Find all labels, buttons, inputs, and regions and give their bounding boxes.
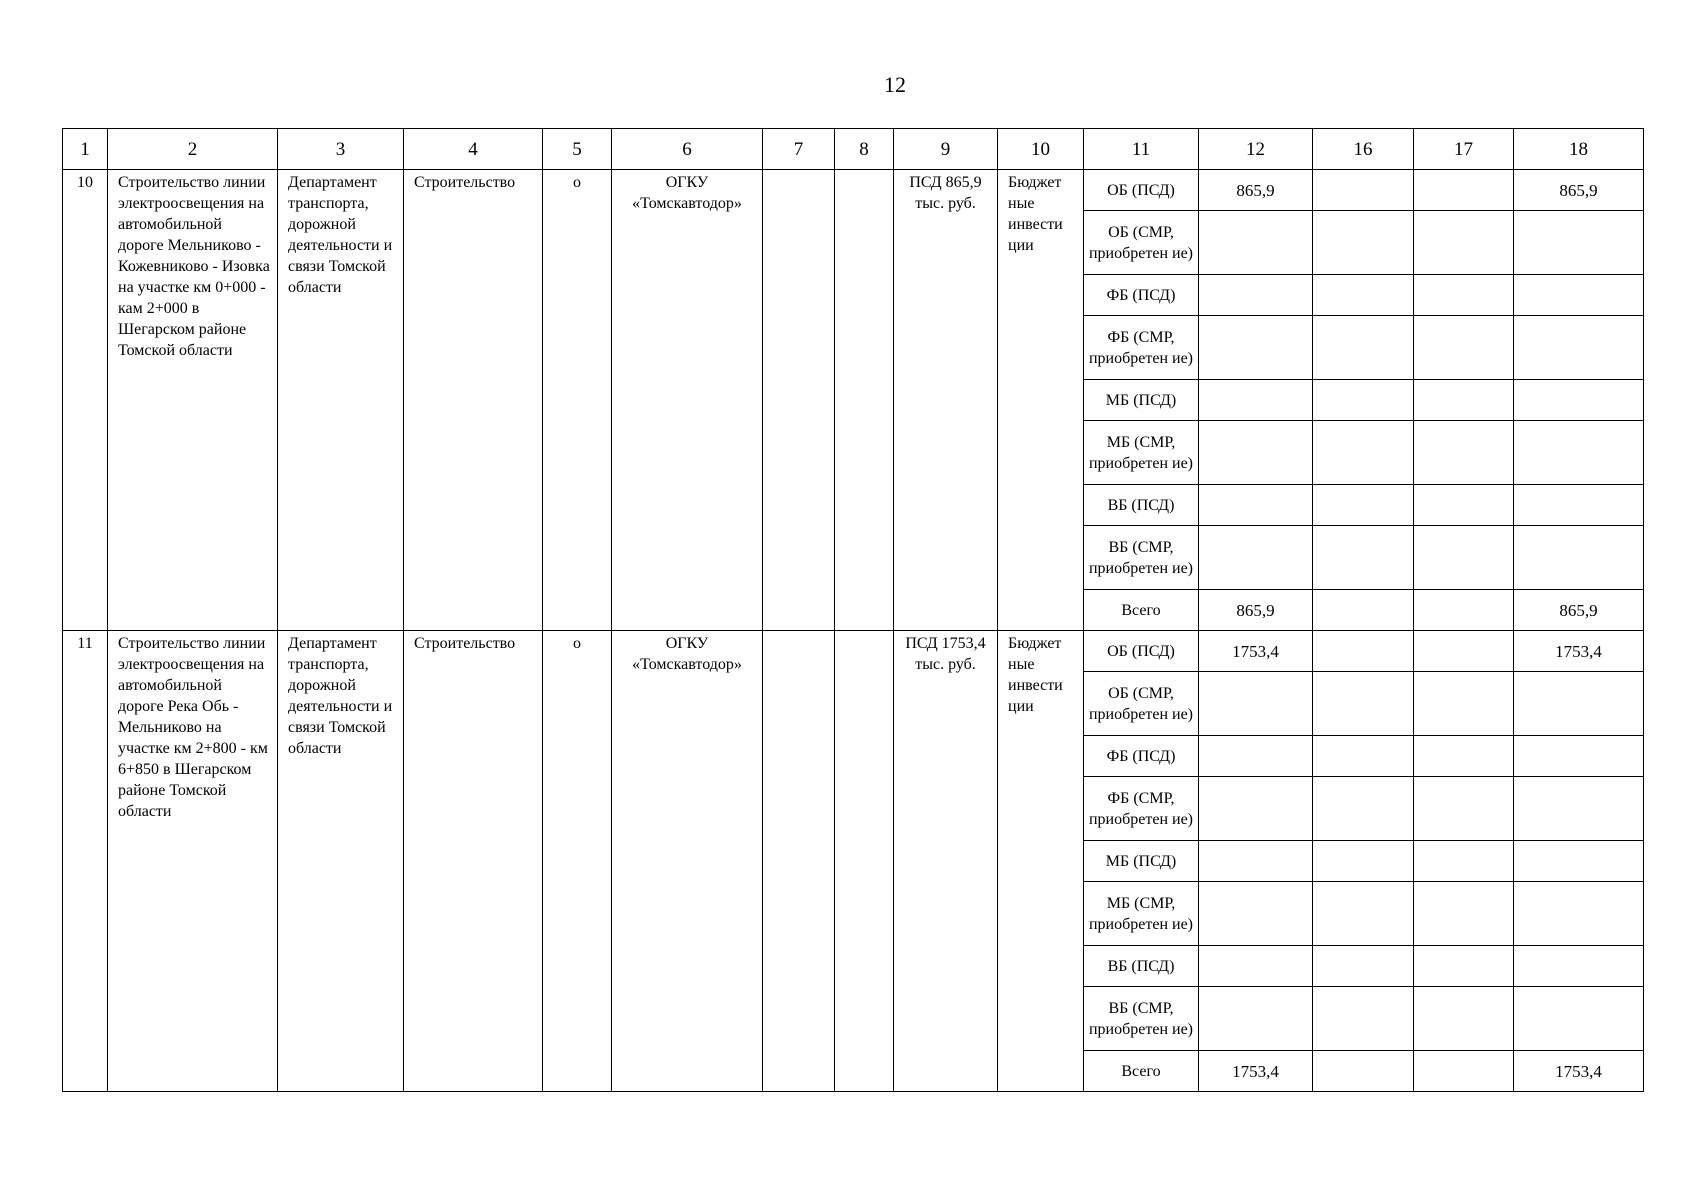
value-col18: 1753,4 (1514, 631, 1644, 672)
header-cell: 4 (404, 129, 543, 170)
page-number: 12 (884, 72, 906, 97)
value-col12: 865,9 (1199, 170, 1313, 211)
value-col18: 1753,4 (1514, 1051, 1644, 1092)
value-col18 (1514, 841, 1644, 882)
funding-source: ФБ (ПСД) (1084, 275, 1199, 316)
row-number: 10 (63, 170, 108, 631)
value-col12 (1199, 777, 1313, 841)
value-col18 (1514, 987, 1644, 1051)
value-col18 (1514, 946, 1644, 987)
funding-source: ФБ (СМР, приобретен ие) (1084, 316, 1199, 380)
value-col17 (1414, 946, 1514, 987)
value-col17 (1414, 485, 1514, 526)
funding-source: ФБ (СМР, приобретен ие) (1084, 777, 1199, 841)
funding-source: Всего (1084, 590, 1199, 631)
psd-cost: ПСД 865,9 тыс. руб. (894, 170, 998, 631)
value-col16 (1313, 170, 1414, 211)
value-col18 (1514, 421, 1644, 485)
header-cell: 2 (108, 129, 278, 170)
value-col16 (1313, 485, 1414, 526)
header-cell: 12 (1199, 129, 1313, 170)
value-col12 (1199, 526, 1313, 590)
value-col16 (1313, 590, 1414, 631)
value-col12 (1199, 211, 1313, 275)
value-col12 (1199, 275, 1313, 316)
psd-cost: ПСД 1753,4 тыс. руб. (894, 631, 998, 1092)
value-col17 (1414, 672, 1514, 736)
department: Департамент транспорта, дорожной деятельности и связи Томской области (278, 170, 404, 631)
value-col17 (1414, 882, 1514, 946)
col7-value (763, 170, 835, 631)
value-col12 (1199, 316, 1313, 380)
value-col12: 1753,4 (1199, 631, 1313, 672)
value-col16 (1313, 882, 1414, 946)
department: Департамент транспорта, дорожной деятельности и связи Томской области (278, 631, 404, 1092)
funding-source: ОБ (СМР, приобретен ие) (1084, 211, 1199, 275)
work-type: Строительство (404, 631, 543, 1092)
value-col16 (1313, 211, 1414, 275)
col5-value: о (543, 170, 612, 631)
value-col12 (1199, 946, 1313, 987)
header-cell: 16 (1313, 129, 1414, 170)
funding-type: Бюджет ные инвести ции (998, 170, 1084, 631)
header-cell: 18 (1514, 129, 1644, 170)
value-col18 (1514, 526, 1644, 590)
value-col16 (1313, 777, 1414, 841)
header-cell: 5 (543, 129, 612, 170)
value-col12 (1199, 380, 1313, 421)
value-col17 (1414, 631, 1514, 672)
value-col16 (1313, 841, 1414, 882)
value-col17 (1414, 211, 1514, 275)
value-col17 (1414, 170, 1514, 211)
value-col12 (1199, 882, 1313, 946)
header-cell: 8 (835, 129, 894, 170)
value-col12 (1199, 987, 1313, 1051)
value-col18 (1514, 380, 1644, 421)
value-col17 (1414, 526, 1514, 590)
funding-source: ОБ (ПСД) (1084, 170, 1199, 211)
table-row (63, 631, 1644, 672)
value-col16 (1313, 631, 1414, 672)
value-col17 (1414, 590, 1514, 631)
value-col16 (1313, 316, 1414, 380)
value-col17 (1414, 777, 1514, 841)
value-col16 (1313, 421, 1414, 485)
header-cell: 7 (763, 129, 835, 170)
value-col12 (1199, 672, 1313, 736)
value-col17 (1414, 987, 1514, 1051)
funding-source: МБ (ПСД) (1084, 380, 1199, 421)
value-col17 (1414, 421, 1514, 485)
customer: ОГКУ «Томскавтодор» (612, 170, 763, 631)
col5-value: о (543, 631, 612, 1092)
value-col12: 1753,4 (1199, 1051, 1313, 1092)
value-col12 (1199, 736, 1313, 777)
value-col18: 865,9 (1514, 590, 1644, 631)
value-col18 (1514, 316, 1644, 380)
col8-value (835, 170, 894, 631)
value-col18 (1514, 777, 1644, 841)
funding-source: ФБ (ПСД) (1084, 736, 1199, 777)
value-col18 (1514, 275, 1644, 316)
investment-table (62, 128, 1644, 1092)
header-cell: 3 (278, 129, 404, 170)
value-col18: 865,9 (1514, 170, 1644, 211)
value-col16 (1313, 1051, 1414, 1092)
work-type: Строительство (404, 170, 543, 631)
customer: ОГКУ «Томскавтодор» (612, 631, 763, 1092)
value-col12 (1199, 421, 1313, 485)
value-col12 (1199, 841, 1313, 882)
header-cell: 11 (1084, 129, 1199, 170)
value-col17 (1414, 275, 1514, 316)
funding-source: ВБ (ПСД) (1084, 485, 1199, 526)
value-col17 (1414, 380, 1514, 421)
funding-source: ОБ (ПСД) (1084, 631, 1199, 672)
header-cell: 9 (894, 129, 998, 170)
col7-value (763, 631, 835, 1092)
value-col17 (1414, 1051, 1514, 1092)
value-col17 (1414, 841, 1514, 882)
value-col16 (1313, 380, 1414, 421)
value-col16 (1313, 526, 1414, 590)
funding-source: ВБ (СМР, приобретен ие) (1084, 987, 1199, 1051)
funding-type: Бюджет ные инвести ции (998, 631, 1084, 1092)
value-col18 (1514, 882, 1644, 946)
funding-source: МБ (СМР, приобретен ие) (1084, 421, 1199, 485)
col8-value (835, 631, 894, 1092)
funding-source: МБ (СМР, приобретен ие) (1084, 882, 1199, 946)
funding-source: ВБ (ПСД) (1084, 946, 1199, 987)
value-col18 (1514, 211, 1644, 275)
value-col12 (1199, 485, 1313, 526)
value-col16 (1313, 736, 1414, 777)
value-col16 (1313, 275, 1414, 316)
row-number: 11 (63, 631, 108, 1092)
object-name: Строительство линии электроосвещения на автомобильной дороге Река Обь - Мельниково на участке км 2+800 - км 6+850 в Шегарском районе Томской области (108, 631, 278, 1092)
value-col12: 865,9 (1199, 590, 1313, 631)
funding-source: Всего (1084, 1051, 1199, 1092)
header-cell: 10 (998, 129, 1084, 170)
value-col18 (1514, 485, 1644, 526)
funding-source: МБ (ПСД) (1084, 841, 1199, 882)
value-col17 (1414, 736, 1514, 777)
value-col16 (1313, 672, 1414, 736)
value-col18 (1514, 672, 1644, 736)
header-cell: 1 (63, 129, 108, 170)
object-name: Строительство линии электроосвещения на автомобильной дороге Мельниково - Кожевниково - Изовка на участке км 0+000 - кам 2+000 в Шегарском районе Томской области (108, 170, 278, 631)
header-row (63, 129, 1644, 170)
header-cell: 6 (612, 129, 763, 170)
funding-source: ВБ (СМР, приобретен ие) (1084, 526, 1199, 590)
funding-source: ОБ (СМР, приобретен ие) (1084, 672, 1199, 736)
table-row (63, 170, 1644, 211)
value-col16 (1313, 987, 1414, 1051)
header-cell: 17 (1414, 129, 1514, 170)
value-col16 (1313, 946, 1414, 987)
value-col18 (1514, 736, 1644, 777)
value-col17 (1414, 316, 1514, 380)
